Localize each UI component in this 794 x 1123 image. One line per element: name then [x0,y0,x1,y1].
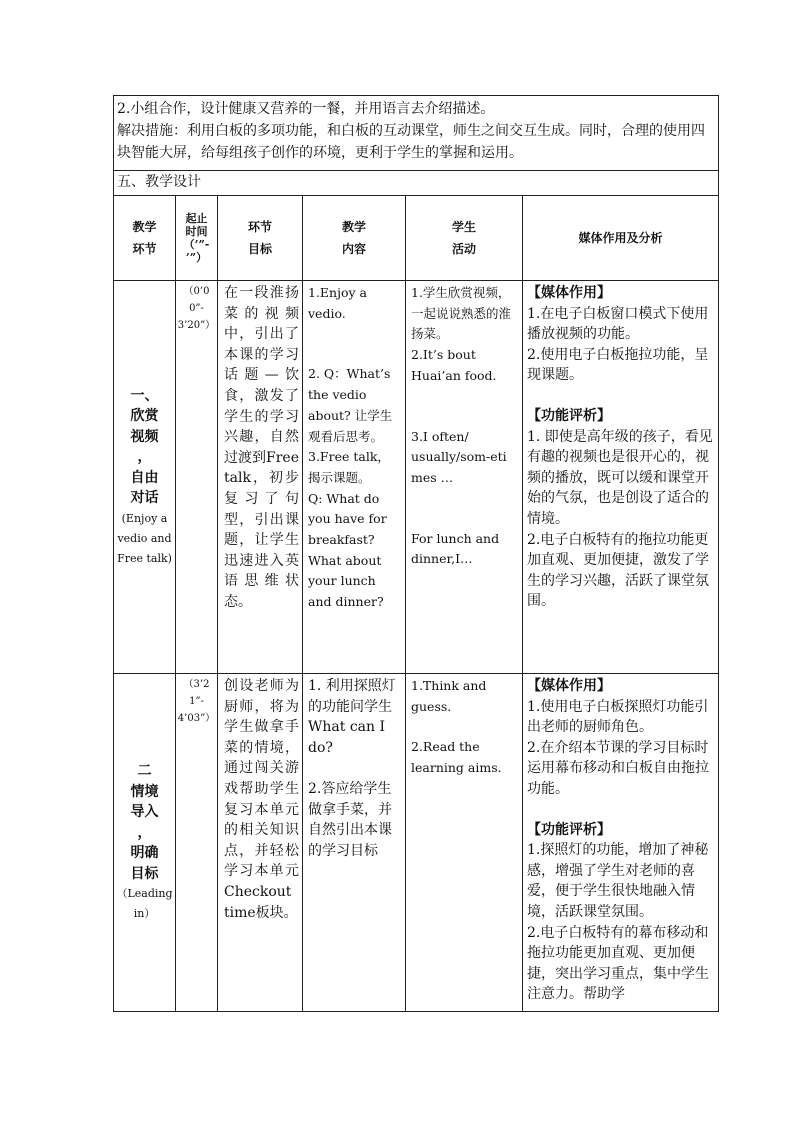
header-activity [406,196,523,281]
activity-gap [411,489,519,509]
activity-line: 1.Think and guess. [411,678,487,714]
content-gap [308,324,402,344]
content-line: 3.Free talk，揭示课题。 [308,449,390,485]
activity-line: 2.It’s bout Huai’an food. [411,347,497,383]
stage-title: 一、 欣赏 视频 ， 自由 对话 [130,387,159,506]
activity-cell [406,674,523,1012]
lesson-plan-sheet [113,95,718,1012]
intro-line-1: 2.小组合作，设计健康又营养的一餐，并用语言去介绍描述。 [117,101,495,117]
media-item: 1. 即使是高年级的孩子，看见有趣的视频也是很开心的，视频的播放，既可以缓和课堂开始的气氛，也是创设了适合的情境。 [527,428,713,527]
media-gap [527,800,716,820]
media-item: 2.使用电子白板拖拉功能，呈现课题。 [527,346,709,384]
media-heading: 【媒体作用】 [527,678,611,694]
activity-gap [411,717,519,737]
activity-cell [406,281,523,674]
header-time [176,196,218,281]
intro-cell [114,96,719,171]
media-item: 2.电子白板特有的幕布移动和拖拉功能更加直观、更加便捷，突出学习重点，集中学生注意力。帮助学 [527,924,709,1003]
goal-cell: 创设老师为厨师，将为学生做拿手菜的情境，通过闯关游戏帮助学生复习本单元的相关知识点，并轻松学习本单元Checkout time板块。 [218,674,303,1012]
activity-gap [411,387,519,407]
media-item: 2.在介绍本节课的学习目标时运用幕布移动和白板自由拖拉功能。 [527,739,709,797]
time-cell: （3’2 1”- 4’03”） [176,674,218,1012]
stage-cell [114,674,176,1012]
lesson-table [113,95,719,1012]
activity-gap [411,509,519,529]
header-activity-text: 学生 活动 [451,220,476,256]
content-gap [308,759,402,779]
content-line: 1. 利用探照灯的功能问学生 What can I do? [308,678,396,757]
media-item: 1.探照灯的功能，增加了神秘感，增强了学生对老师的喜爱，便于学生很快地融入情境，活跃课堂氛围。 [527,842,709,920]
content-line: 1.Enjoy a vedio. [308,285,367,321]
header-media-text: 媒体作用及分析 [578,231,663,245]
media-item: 1.使用电子白板探照灯功能引出老师的厨师角色。 [527,698,709,736]
media-cell [523,674,719,1012]
header-goal [218,196,303,281]
stage-english: （Leading in） [116,887,173,920]
stage-cell [114,281,176,674]
media-gap [527,386,716,406]
activity-line: 2.Read the learning aims. [411,739,502,776]
media-heading: 【媒体作用】 [527,285,611,301]
content-cell [303,674,406,1012]
content-gap [308,344,402,364]
stage-english: (Enjoy a vedio and Free talk) [117,511,172,565]
header-content-text: 教学 内容 [341,220,366,256]
media-item: 1.在电子白板窗口模式下使用播放视频的功能。 [527,305,709,343]
header-media [523,196,719,281]
time-cell: （0’0 0”- 3’20”） [176,281,218,674]
goal-cell: 在一段淮扬菜的视频中，引出了本课的学习话题—饮食，激发了学生的学习兴趣，自然过渡到Free talk，初步复习了句型，引出课题，让学生迅速进入英语思维状态。 [218,281,303,674]
header-content [303,196,406,281]
activity-line: For lunch and dinner,I… [411,530,500,567]
content-line: 2. Q：What’s the vedio about? 让学生观看后思考。 [308,366,393,444]
header-goal-text: 环节 目标 [247,220,272,256]
header-time-text: 起止 时间 （’”- ’”） [183,212,210,264]
table-row [114,281,719,674]
table-row [114,674,719,1012]
stage-title: 二 情境 导入 ， 明确 目标 [130,763,159,882]
activity-line: 3.I often/ usually/som-eti mes … [411,428,507,485]
media-cell [523,281,719,674]
media-heading: 【功能评析】 [527,821,611,838]
media-heading: 【功能评析】 [527,407,611,424]
header-stage-text: 教学 环节 [132,220,157,256]
header-stage [114,196,176,281]
content-line: 2.答应给学生做拿手菜，并自然引出本课的学习目标 [308,780,392,859]
content-cell [303,281,406,674]
content-line: Q: What do you have for breakfast? What about your lunch and dinner? [308,490,387,610]
media-item: 2.电子白板特有的拖拉功能更加直观、更加便捷，激发了学生的学习兴趣，活跃了课堂氛围。 [527,531,709,610]
activity-gap [411,407,519,427]
section-title: 五、教学设计 [114,171,719,196]
activity-line: 1.学生欣赏视频，一起说说熟悉的淮扬菜。 [411,285,512,342]
intro-line-2: 解决措施：利用白板的多项功能，和白板的互动课堂，师生之间交互生成。同时，合理的使用四块智能大屏，给每组孩子创作的环境，更利于学生的掌握和运用。 [117,123,705,161]
